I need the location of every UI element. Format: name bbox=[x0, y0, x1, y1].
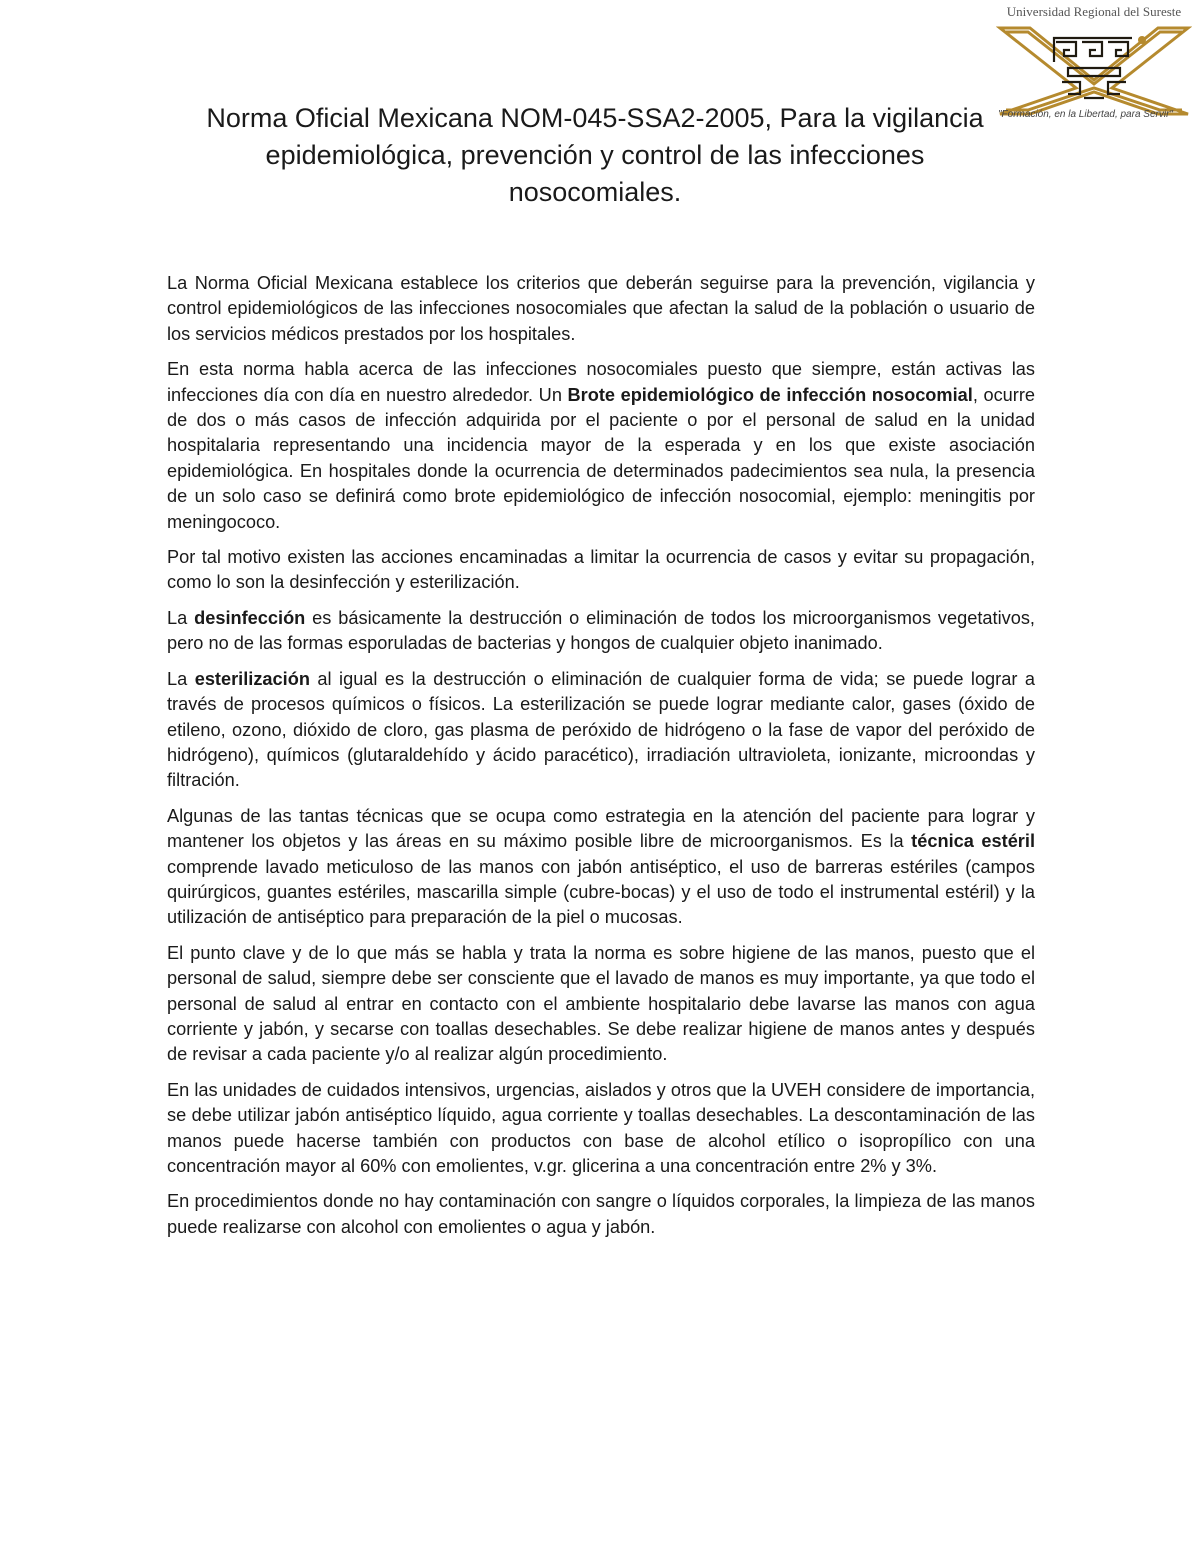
term-esterilizacion: esterilización bbox=[194, 668, 310, 689]
document-body bbox=[167, 271, 1035, 1250]
paragraph-2 bbox=[167, 357, 1035, 535]
paragraph-5 bbox=[167, 667, 1035, 794]
paragraph-4 bbox=[167, 606, 1035, 657]
paragraph-9: En procedimientos donde no hay contaminación con sangre o líquidos corporales, la limpieza de las manos puede realizarse con alcohol con emolientes o agua y jabón. bbox=[167, 1191, 1035, 1237]
university-logo bbox=[984, 0, 1200, 140]
logo-institution-name: Universidad Regional del Sureste bbox=[1006, 4, 1182, 19]
paragraph-4-text-c: es básicamente la destrucción o eliminación de todos los microorganismos vegetativos, pero no de las formas esporuladas de bacterias y hongos de cualquier objeto inanimado. bbox=[167, 607, 1035, 654]
paragraph-2-text-a: En esta norma habla acerca de las infecciones nosocomiales puesto que siempre, están activas las infecciones día con día en nuestro alrededor. Un bbox=[167, 359, 1035, 405]
term-tecnica-esteril: técnica estéril bbox=[911, 831, 1035, 852]
paragraph-2-text-c: , ocurre de dos o más casos de infección adquirida por el paciente o por el personal de salud en la unidad hospitalaria representando una incidencia mayor de la esperada y en los que existe asociación epidemiológica. En hospitales donde la ocurrencia de determinados padecimientos sea nula, la presencia de un solo caso se definirá como brote epidemiológico de infección nosocomial, ejemplo: meningitis por meningococo. bbox=[167, 384, 1036, 532]
university-emblem-icon bbox=[996, 22, 1192, 118]
paragraph-6 bbox=[167, 804, 1035, 931]
paragraph-5-text-c: al igual es la destrucción o eliminación de cualquier forma de vida; se puede lograr a través de procesos químicos o físicos. La esterilización se puede lograr mediante calor, gases (óxido de etileno, ozono, dióxido de cloro, gas plasma de peróxido de hidrógeno o la fase de vapor del peróxido de hidrógeno), químicos (glutaraldehído y ácido paracético), irradiación ultravioleta, ionizante, microondas y filtración. bbox=[167, 668, 1035, 791]
paragraph-7: El punto clave y de lo que más se habla y trata la norma es sobre higiene de las manos, puesto que el personal de salud, siempre debe ser consciente que el lavado de manos es muy importante, ya que todo el personal de salud al entrar en contacto con el ambiente hospitalario debe lavarse las manos con agua corriente y jabón, y secarse con toallas desechables. Se debe realizar higiene de manos antes y después de revisar a cada paciente y/o al realizar algún procedimiento. bbox=[167, 942, 1035, 1065]
paragraph-1: La Norma Oficial Mexicana establece los criterios que deberán seguirse para la prevención, vigilancia y control epidemiológicos de las infecciones nosocomiales que afectan la salud de la población o usuario de los servicios médicos prestados por los hospitales. bbox=[167, 273, 1035, 344]
term-desinfeccion: desinfección bbox=[194, 607, 306, 628]
paragraph-6-text-a: Algunas de las tantas técnicas que se ocupa como estrategia en la atención del paciente para lograr y mantener los objetos y las áreas en su máximo posible libre de microorganismos. Es la bbox=[167, 805, 1035, 852]
term-brote-epidemiologico: Brote epidemiológico de infección nosocomial bbox=[567, 384, 973, 405]
paragraph-5-text-a: La bbox=[167, 668, 195, 689]
document-title: Norma Oficial Mexicana NOM-045-SSA2-2005, Para la vigilancia epidemiológica, prevención y control de las infecciones nosocomiales. bbox=[206, 103, 984, 207]
paragraph-6-text-c: comprende lavado meticuloso de las manos con jabón antiséptico, el uso de barreras estériles (campos quirúrgicos, guantes estériles, mascarilla simple (cubre-bocas) y el uso de todo el instrumental estéril) y la utilización de antiséptico para preparación de la piel o mucosas. bbox=[167, 856, 1035, 928]
paragraph-3: Por tal motivo existen las acciones encaminadas a limitar la ocurrencia de casos y evitar su propagación, como lo son la desinfección y esterilización. bbox=[167, 547, 1035, 593]
paragraph-4-text-a: La bbox=[167, 607, 195, 628]
paragraph-8: En las unidades de cuidados intensivos, urgencias, aislados y otros que la UVEH considere de importancia, se debe utilizar jabón antiséptico líquido, agua corriente y toallas desechables. La descontaminación de las manos puede hacerse también con productos con base de alcohol etílico o isopropílico con una concentración mayor al 60% con emolientes, v.gr. glicerina a una concentración entre 2% y 3%. bbox=[167, 1079, 1035, 1176]
logo-slogan: "Formación, en la Libertad, para Servir" bbox=[998, 109, 1173, 120]
